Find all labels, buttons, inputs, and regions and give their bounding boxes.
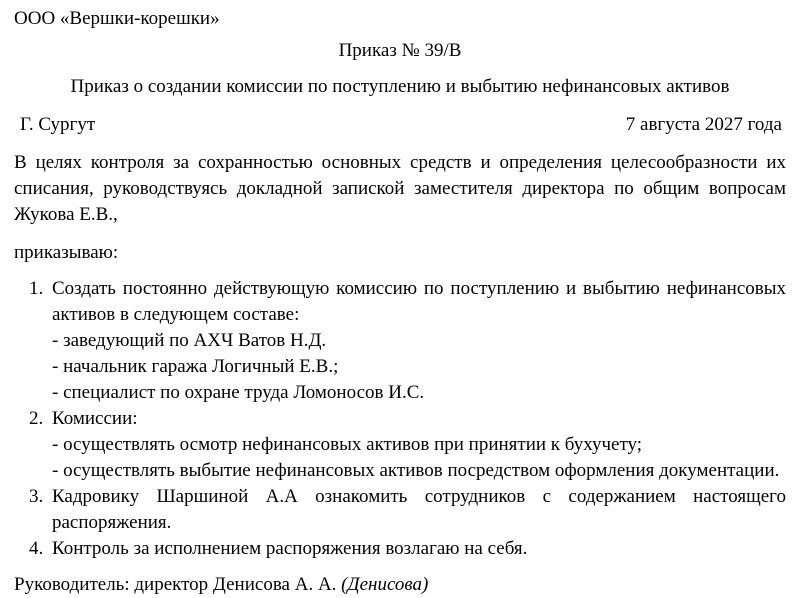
- list-subitem: - специалист по охране труда Ломоносов И.С.: [52, 382, 425, 403]
- list-item: [48, 536, 786, 562]
- document-subject: Приказ о создании комиссии по поступлению и выбытию нефинансовых активов: [70, 76, 730, 97]
- list-subitem: - начальник гаража Логичный Е.В.;: [52, 356, 339, 377]
- list-item: [48, 484, 786, 536]
- document-title: Приказ № 39/В: [338, 40, 462, 61]
- list-subitem: - осуществлять осмотр нефинансовых активов при принятии к бухучету;: [52, 434, 643, 455]
- preamble-paragraph: В целях контроля за сохранностью основных средств и определения целесообразности их списания, руководствуясь докладной запиской заместителя директора по общим вопросам Жукова Е.В.,: [14, 152, 786, 225]
- list-subitem: - осуществлять выбытие нефинансовых активов посредством оформления документации.: [52, 460, 780, 481]
- signature-name: (Денисова): [341, 574, 429, 595]
- list-item: [48, 276, 786, 406]
- list-item-text: 1. Создать постоянно действующую комиссию по поступлению и выбытию нефинансовых активов в следующем составе:: [52, 278, 786, 325]
- signature-role-label: Руководитель: директор Денисова А. А.: [14, 574, 337, 595]
- list-item-text: 2. Комиссии:: [52, 408, 138, 429]
- organization-name: ООО «Вершки-корешки»: [14, 8, 220, 29]
- list-item-text: 4. Контроль за исполнением распоряжения возлагаю на себя.: [52, 538, 528, 559]
- list-subitem: - заведующий по АХЧ Ватов Н.Д.: [52, 330, 327, 351]
- order-keyword: приказываю:: [14, 242, 119, 263]
- place-and-date-row: [14, 112, 786, 138]
- list-item: [48, 406, 786, 484]
- order-items-list: [14, 276, 786, 562]
- list-item-text: 3. Кадровику Шаршиной А.А ознакомить сотрудников с содержанием настоящего распоряжения.: [52, 486, 786, 533]
- date-text: 7 августа 2027 года: [625, 114, 782, 135]
- place-text: Г. Сургут: [20, 114, 96, 135]
- signature-line: [14, 572, 786, 598]
